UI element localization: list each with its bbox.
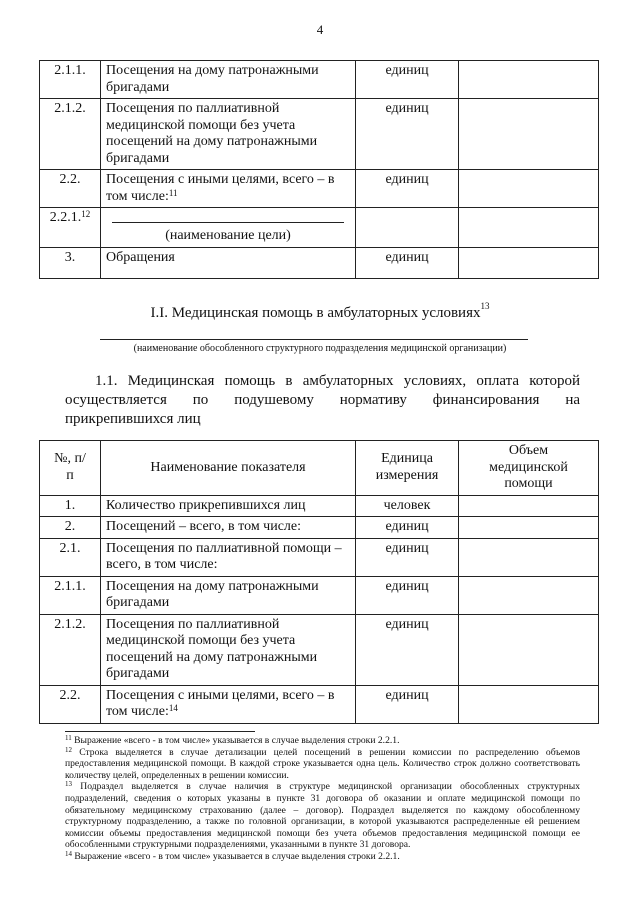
volume-cell <box>459 247 599 278</box>
unit-cell <box>356 208 459 248</box>
continuation-table <box>39 60 599 279</box>
row-number: 2.1.1. <box>40 576 101 614</box>
indicator-name: Посещения по паллиативной медицинской помощи без учета посещений на дому патронажными бригадами <box>101 99 356 170</box>
volume-cell <box>459 61 599 99</box>
outpatient-table <box>39 440 599 724</box>
footnote: $^{13}$ Подраздел выделяется в случае наличия в структуре медицинской организации обособленных структурных подразделений, сведения о которых указаны в пункте 31 договора об оказании и оплате медицинской помощи по обязательному медицинскому страхованию (далее – договор). Подраздел выделяется по каждому обособленному структурному подразделению, а также по головной организации, в которой указываются распределенные ей решением комиссии объемы предоставления медицинской помощи без учета объемов предоставления медицинской помощи ее обособленными структурными подразделениями, указанными в пункте 31 договора. <box>65 780 581 851</box>
indicator-name: Посещения с иными целями, всего – в том числе:$^{11}$ <box>101 170 356 208</box>
footnote: $^{11}$ Выражение «всего - в том числе» указывается в случае выделения строки 2.2.1. <box>65 734 400 746</box>
indicator-name: Обращения <box>101 247 356 278</box>
unit-cell: единиц <box>356 99 459 170</box>
volume-cell <box>459 517 599 539</box>
table-row <box>40 208 599 248</box>
blank-fill-line <box>112 222 344 224</box>
header-num: №, п/п <box>40 441 101 496</box>
table-row <box>40 538 599 576</box>
unit-cell: единиц <box>356 517 459 539</box>
table-row <box>40 247 599 278</box>
unit-cell: единиц <box>356 247 459 278</box>
table-row <box>40 685 599 723</box>
row-number: 2.2. <box>40 170 101 208</box>
row-number: 2.2.1.12 <box>40 208 101 248</box>
unit-cell: единиц <box>356 576 459 614</box>
page-number: 4 <box>316 22 324 37</box>
table-row <box>40 576 599 614</box>
footnotes <box>65 735 580 863</box>
table-row <box>40 170 599 208</box>
unit-cell: единиц <box>356 170 459 208</box>
footnote-ref: 14 <box>168 703 178 713</box>
volume-cell <box>459 685 599 723</box>
volume-cell <box>459 576 599 614</box>
volume-cell <box>459 538 599 576</box>
indicator-name: Посещения по паллиативной помощи – всего, в том числе: <box>101 538 356 576</box>
footnote-ref: 13 <box>480 301 490 311</box>
table-row <box>40 99 599 170</box>
footnote: $^{12}$ Строка выделяется в случае детализации целей посещений в решении комиссии по распределению объемов предоставления медицинской помощи. В каждой строке указывается одна цель. Количество строк должно соответствовать количеству целей, определенных в решении комиссии. <box>65 745 580 781</box>
row-number: 2.1. <box>40 538 101 576</box>
unit-cell: единиц <box>356 61 459 99</box>
indicator-name: Посещений – всего, в том числе: <box>101 517 356 539</box>
volume-cell <box>459 614 599 685</box>
indicator-name: Посещения на дому патронажными бригадами <box>101 61 356 99</box>
table-row <box>40 495 599 517</box>
row-number: 2.1.1. <box>40 61 101 99</box>
table-row <box>40 614 599 685</box>
row-number: 2.2. <box>40 685 101 723</box>
section-title: I.I. Медицинская помощь в амбулаторных условиях$^{13}$ <box>150 301 490 321</box>
table-header-row <box>40 441 599 496</box>
purpose-caption: (наименование цели) <box>165 228 291 243</box>
row-number: 3. <box>40 247 101 278</box>
header-name: Наименование показателя <box>101 441 356 496</box>
subdivision-name-line <box>100 339 528 340</box>
header-unit: Единица измерения <box>356 441 459 496</box>
unit-cell: единиц <box>356 538 459 576</box>
volume-cell <box>459 208 599 248</box>
unit-cell: единиц <box>356 614 459 685</box>
volume-cell <box>459 99 599 170</box>
indicator-name: Количество прикрепившихся лиц <box>101 495 356 517</box>
indicator-name: Посещения по паллиативной медицинской помощи без учета посещений на дому патронажными бригадами <box>101 614 356 685</box>
footnote: $^{14}$ Выражение «всего - в том числе» указывается в случае выделения строки 2.2.1. <box>65 849 400 862</box>
row-number: 2. <box>40 517 101 539</box>
row-number: 1. <box>40 495 101 517</box>
indicator-name: Посещения на дому патронажными бригадами <box>101 576 356 614</box>
unit-cell: единиц <box>356 685 459 723</box>
volume-cell <box>459 495 599 517</box>
row-number: 2.1.2. <box>40 614 101 685</box>
table-row <box>40 61 599 99</box>
row-number: 2.1.2. <box>40 99 101 170</box>
indicator-name: Посещения с иными целями, всего – в том числе:$^{14}$ <box>101 685 356 723</box>
table-row <box>40 517 599 539</box>
volume-cell <box>459 170 599 208</box>
section-paragraph: 1.1. Медицинская помощь в амбулаторных условиях, оплата которой осуществляется по подушевому нормативу финансирования на прикрепившихся лиц <box>65 373 580 427</box>
footnote-ref: 12 <box>81 209 91 219</box>
header-volume: Объем медицинской помощи <box>459 441 599 496</box>
subdivision-name-caption: (наименование обособленного структурного подразделения медицинской организации) <box>133 343 507 354</box>
footnote-ref: 11 <box>168 187 178 198</box>
footnote-separator <box>65 731 255 732</box>
indicator-name <box>101 208 356 248</box>
unit-cell: человек <box>356 495 459 517</box>
